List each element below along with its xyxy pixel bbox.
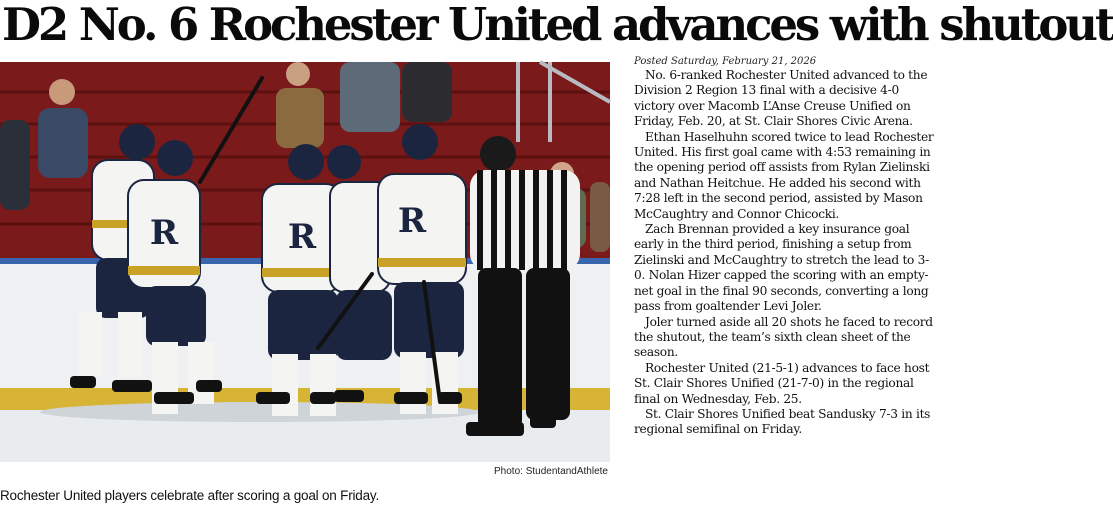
photo-caption: Rochester United players celebrate after scoring a goal on Friday.: [0, 488, 379, 503]
headline: D2 No. 6 Rochester United advances with shutout: [2, 0, 1113, 51]
jersey-letter: R: [287, 217, 317, 257]
article-paragraph: No. 6-ranked Rochester United advanced to the Division 2 Region 13 final with a decisive 4-0 victory over Macomb L’Anse Creuse Unified on Friday, Feb. 20, at St. Clair Shores Civic Arena.: [634, 68, 928, 129]
jersey-letter: R: [149, 213, 179, 253]
jersey-letter: R: [397, 201, 427, 241]
article-paragraph: Joler turned aside all 20 shots he faced to record the shutout, the team’s sixth clean sheet of the season.: [634, 314, 933, 360]
article-paragraph: St. Clair Shores Unified beat Sandusky 7-3 in its regional semifinal on Friday.: [634, 406, 931, 437]
photo-credit: Photo: StudentandAthlete: [494, 466, 608, 477]
dateline: Posted Saturday, February 21, 2026: [634, 56, 817, 67]
article-paragraph: Rochester United (21-5-1) advances to face host St. Clair Shores Unified (21-7-0) in the regional final on Wednesday, Feb. 25.: [634, 360, 930, 406]
article-body: [634, 56, 938, 438]
article-paragraph: Zach Brennan provided a key insurance goal early in the third period, finishing a setup from Zielinski and McCaughtry to stretch the lead to 3-0. Nolan Hizer capped the scoring with an empty-net goal in the final 90 seconds, converting a long pass from goaltender Levi Joler.: [634, 222, 929, 314]
hockey-celebration-photo: [0, 62, 610, 462]
article-paragraph: Ethan Haselhuhn scored twice to lead Rochester United. His first goal came with 4:53 remaining in the opening period off assists from Rylan Zielinski and Nathan Heitchue. He added his second with 7:28 left in the second period, assisted by Mason McCaughtry and Connor Chicocki.: [634, 129, 934, 221]
